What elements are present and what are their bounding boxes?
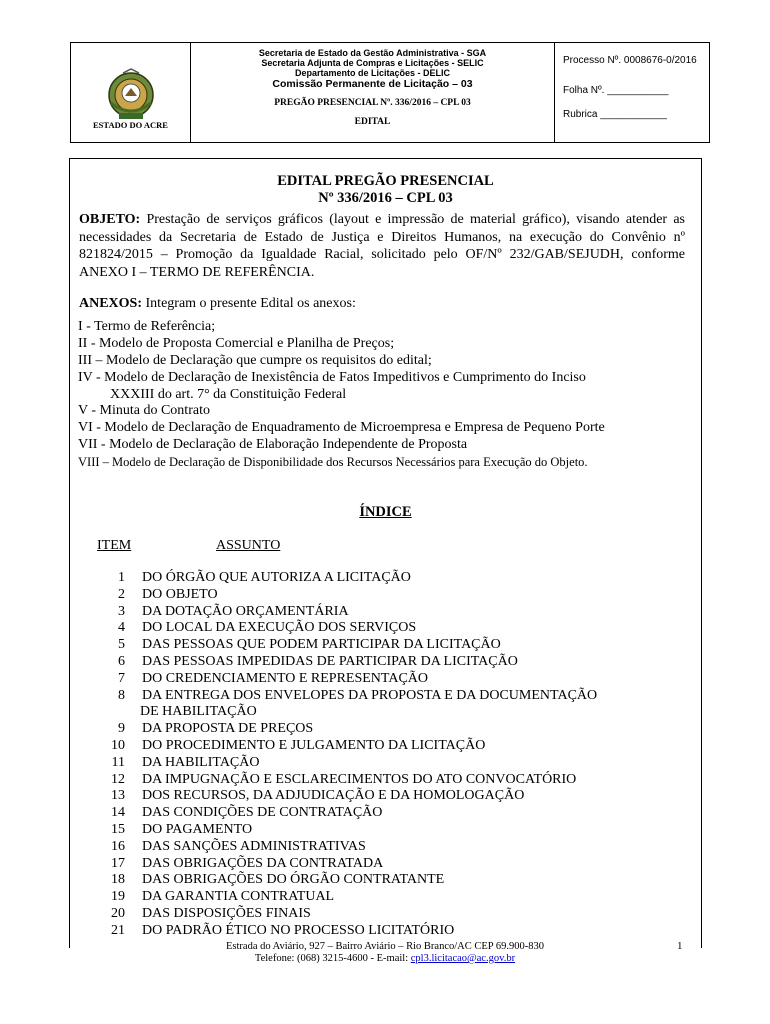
departamento-line: Departamento de Licitações - DELIC [294,68,451,78]
index-item-subject: DAS DISPOSIÇÕES FINAIS [142,906,311,921]
index-item-subject: DAS PESSOAS QUE PODEM PARTICIPAR DA LICITAÇÃO [142,637,501,653]
index-item-subject: DAS OBRIGAÇÕES DO ÓRGÃO CONTRATANTE [142,872,445,888]
index-row [92,771,577,789]
index-item-number: 11 [111,754,125,770]
anexos-text: Integram o presente Edital os anexos: [142,296,356,311]
header-process-cell [555,43,709,142]
index-row [92,654,518,671]
document-body [69,158,702,948]
index-item-number: 8 [118,687,125,703]
annex-item: XXXIII do art. 7° da Constituição Federal [110,387,347,402]
annex-item: V - Minuta do Contrato [78,403,210,418]
index-row [92,670,429,688]
annex-item: II - Modelo de Proposta Comercial e Planilha de Preços; [78,336,395,351]
page-number: 1 [677,940,683,952]
annex-item: VI - Modelo de Declaração de Enquadramento de Microempresa e Empresa de Pequeno Porte [78,420,605,435]
index-item-subject: DA HABILITAÇÃO [142,754,260,770]
col-assunto-header: ASSUNTO [216,538,281,553]
edital-number: Nº 336/2016 – CPL 03 [318,190,453,206]
index-item-number: 14 [111,805,125,821]
index-item-number: 6 [118,654,125,669]
state-crest-icon [101,67,161,127]
index-item-number: 2 [118,586,125,602]
index-item-number: 7 [118,670,125,686]
annex-item: VIII – Modelo de Declaração de Disponibilidade dos Recursos Necessários para Execução do Objeto. [78,455,588,469]
index-item-number: 4 [118,620,125,636]
index-item-subject: DO ÓRGÃO QUE AUTORIZA A LICITAÇÃO [142,570,411,585]
anexos-paragraph [79,295,685,313]
index-row [92,687,598,705]
footer-email-link[interactable]: cpl3.licitacao@ac.gov.br [410,953,516,964]
comissao-line: Comissão Permanente de Licitação – 03 [272,78,473,90]
edital-title: EDITAL PREGÃO PRESENCIAL [277,173,494,189]
index-row [92,721,314,738]
folha-field: Folha Nº. ___________ [563,85,669,96]
rubrica-field: Rubrica ____________ [563,109,667,120]
index-item-subject: DO LOCAL DA EXECUÇÃO DOS SERVIÇOS [142,620,417,636]
index-row [92,788,525,805]
annex-item: IV - Modelo de Declaração de Inexistência de Fatos Impeditivos e Cumprimento do Inciso [78,370,586,385]
anexos-label: ANEXOS: [79,296,143,311]
index-row [92,822,253,839]
index-item-number: 3 [118,603,125,619]
index-item-subject: DA ENTREGA DOS ENVELOPES DA PROPOSTA E DA DOCUMENTAÇÃO [142,687,598,703]
index-row [92,754,260,772]
index-item-subject: DA IMPUGNAÇÃO E ESCLARECIMENTOS DO ATO CONVOCATÓRIO [142,771,577,787]
index-item-subject: DA GARANTIA CONTRATUAL [142,889,335,905]
annex-item: I - Termo de Referência; [78,319,216,334]
index-item-number: 17 [111,855,125,871]
index-item-subject: DA DOTAÇÃO ORÇAMENTÁRIA [142,603,349,619]
index-item-number: 10 [111,738,125,753]
index-row [92,872,445,889]
state-name: ESTADO DO ACRE [93,120,168,130]
pregao-line: PREGÃO PRESENCIAL Nº. 336/2016 – CPL 03 [274,98,471,108]
index-item-subject: DAS PESSOAS IMPEDIDAS DE PARTICIPAR DA LICITAÇÃO [142,654,518,669]
index-item-number: 5 [118,637,125,653]
index-item-subject: DA PROPOSTA DE PREÇOS [142,721,314,737]
index-row [92,620,417,637]
index-item-number: 21 [111,922,125,938]
index-item-subject: DO PAGAMENTO [142,822,253,837]
footer-address: Estrada do Aviário, 927 – Bairro Aviário – Rio Branco/AC CEP 69.900-830 [226,941,544,952]
objeto-paragraph [79,211,685,281]
header-logo-cell [71,43,191,142]
footer-phone: Telefone: (068) 3215-4600 - E-mail: [254,953,411,964]
index-item-number: 1 [118,570,125,585]
index-item-subject: DOS RECURSOS, DA ADJUDICAÇÃO E DA HOMOLOGAÇÃO [142,788,525,804]
index-row [92,586,218,604]
secretaria-line: Secretaria de Estado da Gestão Administrativa - SGA [258,48,487,58]
index-row [92,889,335,906]
index-row [92,738,486,755]
index-item-subject: DO PADRÃO ÉTICO NO PROCESSO LICITATÓRIO [142,922,455,938]
index-item-subject: DO PROCEDIMENTO E JULGAMENTO DA LICITAÇÃO [142,738,486,753]
index-item-subject: DAS SANÇÕES ADMINISTRATIVAS [142,838,366,854]
processo-number: Processo Nº. 0008676-0/2016 [563,55,697,66]
index-row [92,922,455,940]
index-row [92,570,411,587]
index-item-number: 13 [111,788,125,804]
index-row [92,637,501,654]
index-item-subject: DO CREDENCIAMENTO E REPRESENTAÇÃO [142,670,429,686]
col-item-header: ITEM [97,538,132,553]
index-item-number: 16 [111,838,125,854]
index-item-number: 18 [111,872,125,888]
footer-contact [0,953,770,965]
index-item-number: 9 [118,721,125,737]
objeto-label: OBJETO: [79,212,141,227]
annex-item: VII - Modelo de Declaração de Elaboração Independente de Proposta [78,437,468,452]
indice-title: ÍNDICE [359,504,412,520]
index-row [92,838,366,856]
index-item-number: 15 [111,822,125,837]
secretaria-adjunta-line: Secretaria Adjunta de Compras e Licitações - SELIC [261,58,484,68]
index-item-number: 20 [111,906,125,921]
index-row [92,805,383,822]
index-item-number: 12 [111,771,125,787]
edital-line: EDITAL [354,117,391,127]
index-item-subject: DE HABILITAÇÃO [140,704,257,720]
index-item-number: 19 [111,889,125,905]
document-header [70,42,710,143]
index-item-subject: DO OBJETO [142,586,218,602]
index-row [92,704,257,721]
index-item-subject: DAS CONDIÇÕES DE CONTRATAÇÃO [142,805,383,821]
index-row [92,603,349,621]
header-center-cell [191,43,555,142]
objeto-text: Prestação de serviços gráficos (layout e impressão de material gráfico), visando atender as necessidades da Secretaria de Estado de Justiça e Direitos Humanos, na execução do Convênio nº 821824/2015 – Promoção da Igualdade Racial, solicitado pelo OF/Nº 232/GAB/SEJUDH, conforme ANEXO I – TERMO DE REFERÊNCIA. [79,212,685,280]
index-row [92,906,311,923]
annex-item: III – Modelo de Declaração que cumpre os requisitos do edital; [78,353,432,368]
index-row [92,855,384,873]
index-item-subject: DAS OBRIGAÇÕES DA CONTRATADA [142,855,384,871]
